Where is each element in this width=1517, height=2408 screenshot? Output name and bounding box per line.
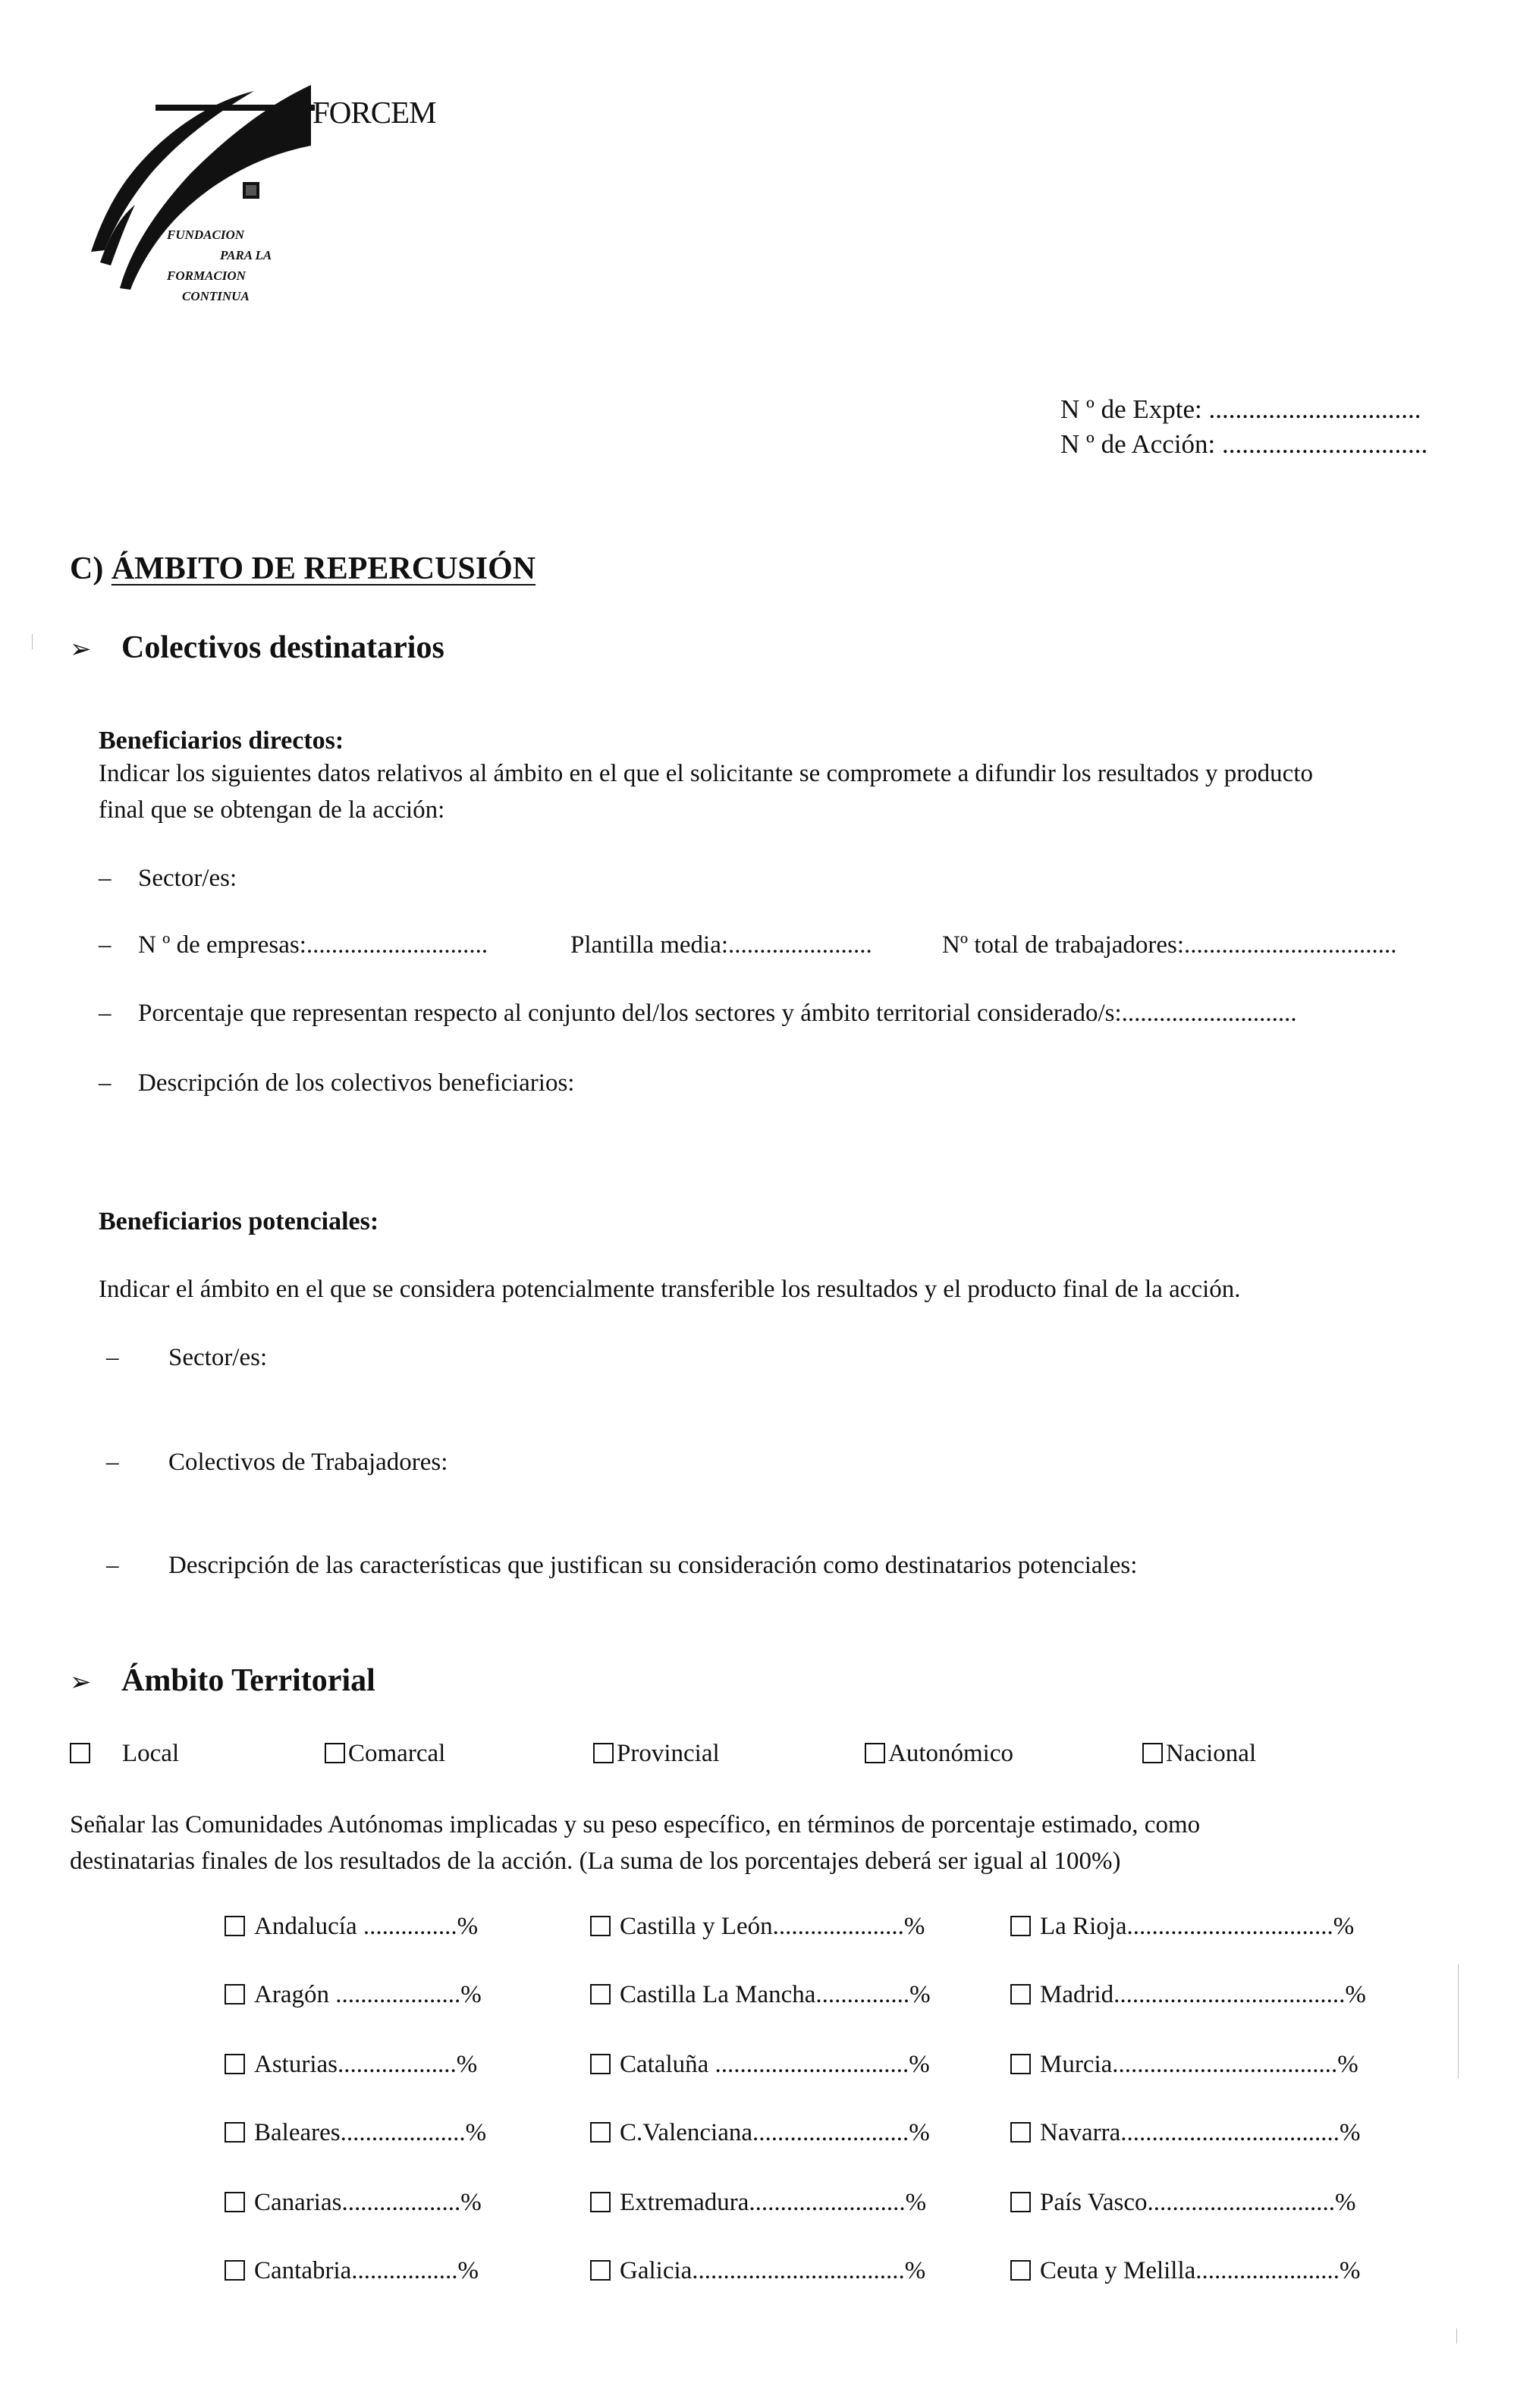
region-label: La Rioja.................................% — [1040, 1913, 1355, 1940]
region-label: Aragón ....................% — [254, 1981, 482, 2008]
region-la-rioja[interactable] — [1010, 1913, 1354, 1941]
option-label: Local — [122, 1740, 180, 1767]
plantilla-field[interactable]: Plantilla media:....................... — [570, 931, 872, 959]
directos-label: Beneficiarios directos: — [99, 727, 344, 755]
scan-mark — [32, 634, 33, 649]
region-label: Canarias...................% — [254, 2189, 482, 2216]
region-castilla-la-mancha[interactable] — [590, 1981, 931, 2009]
territorial-note-line2: destinatarias finales de los resultados de la acción. (La suma de los porcentajes deberá ser igual al 100%) — [70, 1848, 1121, 1875]
checkbox-icon[interactable] — [1142, 1743, 1163, 1763]
accion-field[interactable]: N º de Acción: ............................... — [1060, 429, 1428, 459]
checkbox-icon[interactable] — [225, 2054, 245, 2074]
descripcion-label: Descripción de las características que justifican su consideración como destinatarios potenciales: — [168, 1552, 1138, 1579]
option-local[interactable] — [70, 1740, 179, 1768]
region-canarias[interactable] — [225, 2189, 482, 2217]
brand-subtitle — [167, 224, 272, 306]
region-label: Extremadura.........................% — [620, 2189, 927, 2216]
option-label: Comarcal — [348, 1740, 446, 1767]
checkbox-icon[interactable] — [1010, 1984, 1031, 2005]
region-asturias[interactable] — [225, 2051, 477, 2079]
checkbox-icon[interactable] — [225, 2122, 245, 2143]
region-label: Cantabria.................% — [254, 2257, 479, 2284]
checkbox-icon[interactable] — [225, 2192, 245, 2212]
region-label: Castilla La Mancha...............% — [620, 1981, 931, 2008]
region-ceuta-melilla[interactable] — [1010, 2257, 1361, 2285]
option-label: Nacional — [1166, 1740, 1257, 1767]
potenciales-intro: Indicar el ámbito en el que se considera potencialmente transferible los resultados y el producto final de la acción. — [99, 1276, 1241, 1303]
territorial-heading — [70, 1662, 375, 1699]
directos-sector-field[interactable]: – Sector/es: — [99, 865, 237, 892]
checkbox-icon[interactable] — [590, 2122, 611, 2143]
checkbox-icon[interactable] — [865, 1743, 885, 1763]
region-label: Asturias...................% — [254, 2051, 478, 2078]
region-madrid[interactable] — [1010, 1981, 1366, 2009]
sector-label: Sector/es: — [168, 1344, 268, 1371]
checkbox-icon[interactable] — [590, 1984, 611, 2005]
expte-field[interactable]: N º de Expte: ................................ — [1060, 394, 1421, 424]
scan-mark — [1458, 1964, 1459, 2078]
checkbox-icon[interactable] — [593, 1743, 614, 1763]
region-label: Andalucía ...............% — [254, 1913, 479, 1940]
region-cantabria[interactable] — [225, 2257, 479, 2285]
checkbox-icon[interactable] — [225, 2260, 245, 2281]
region-label: País Vasco..............................% — [1040, 2189, 1356, 2216]
region-label: Galicia..................................% — [620, 2257, 926, 2284]
region-label: C.Valenciana.........................% — [620, 2119, 930, 2146]
checkbox-icon[interactable] — [225, 1916, 245, 1936]
colectivos-heading — [70, 629, 444, 666]
region-baleares[interactable] — [225, 2119, 486, 2147]
option-provincial[interactable] — [593, 1740, 720, 1768]
section-prefix: C) — [70, 551, 104, 586]
region-pais-vasco[interactable] — [1010, 2189, 1355, 2217]
option-comarcal[interactable] — [325, 1740, 445, 1768]
arrow-bullet-icon: ➢ — [70, 1669, 92, 1697]
region-galicia[interactable] — [590, 2257, 925, 2285]
region-castilla-leon[interactable] — [590, 1913, 925, 1941]
option-label: Autonómico — [888, 1740, 1013, 1767]
directos-intro-line2: final que se obtengan de la acción: — [99, 796, 445, 824]
checkbox-icon[interactable] — [1010, 2054, 1031, 2074]
potenciales-sector-field[interactable]: – Sector/es: — [106, 1344, 268, 1371]
brand-name: FORCEM — [313, 95, 436, 130]
region-extremadura[interactable] — [590, 2189, 926, 2217]
directos-empresas-row: – N º de empresas:............................. — [99, 931, 488, 959]
checkbox-icon[interactable] — [225, 1984, 245, 2005]
region-label: Castilla y León.....................% — [620, 1913, 925, 1940]
porcentaje-label: Porcentaje que representan respecto al conjunto del/los sectores y ámbito territorial considerado/s:............................ — [138, 1000, 1297, 1027]
region-navarra[interactable] — [1010, 2119, 1361, 2147]
checkbox-icon[interactable] — [325, 1743, 345, 1763]
territorial-note-line1: Señalar las Comunidades Autónomas implicadas y su peso específico, en términos de porcentaje estimado, como — [70, 1811, 1201, 1838]
checkbox-icon[interactable] — [1010, 2122, 1031, 2143]
region-c-valenciana[interactable] — [590, 2119, 930, 2147]
checkbox-icon[interactable] — [590, 1916, 611, 1936]
region-label: Navarra...................................% — [1040, 2119, 1361, 2146]
checkbox-icon[interactable] — [1010, 1916, 1031, 1936]
brand-sub-line: CONTINUA — [182, 289, 250, 303]
option-autonomico[interactable] — [865, 1740, 1013, 1768]
brand-sub-line: FORMACION — [167, 268, 246, 283]
potenciales-descripcion-field[interactable]: – Descripción de las características que justifican su consideración como destinatarios potenciales: — [106, 1552, 1138, 1579]
region-label: Madrid.....................................% — [1040, 1981, 1366, 2008]
empresas-field[interactable]: N º de empresas:............................. — [138, 931, 488, 959]
territorial-heading-text: Ámbito Territorial — [121, 1663, 375, 1698]
brand-sub-line: FUNDACION — [167, 228, 245, 242]
brand-sub-line: PARA LA — [220, 248, 272, 262]
porcentaje-field[interactable]: – Porcentaje que representan respecto al conjunto del/los sectores y ámbito territorial considerado/s:............................ — [99, 1000, 1297, 1027]
expediente-block — [1060, 392, 1427, 462]
descripcion-directos-field[interactable]: – Descripción de los colectivos beneficiarios: — [99, 1069, 575, 1097]
section-title — [70, 551, 536, 587]
region-aragon[interactable] — [225, 1981, 482, 2009]
trabajadores-field[interactable]: Nº total de trabajadores:.................................. — [942, 931, 1397, 959]
descripcion-label: Descripción de los colectivos beneficiarios: — [138, 1069, 575, 1097]
sector-label: Sector/es: — [138, 865, 237, 892]
option-label: Provincial — [617, 1740, 720, 1767]
arrow-bullet-icon: ➢ — [70, 636, 92, 664]
checkbox-icon[interactable] — [1010, 2192, 1031, 2212]
checkbox-icon[interactable] — [590, 2054, 611, 2074]
region-cataluna[interactable] — [590, 2051, 930, 2079]
checkbox-icon[interactable] — [590, 2260, 611, 2281]
potenciales-label: Beneficiarios potenciales: — [99, 1207, 379, 1235]
scan-mark — [1456, 2328, 1457, 2344]
region-label: Cataluña ...............................% — [620, 2051, 930, 2078]
region-murcia[interactable] — [1010, 2051, 1358, 2079]
directos-intro-line1: Indicar los siguientes datos relativos al ámbito en el que el solicitante se compromete a difundir los resultados y producto — [99, 760, 1313, 787]
region-label: Murcia....................................% — [1040, 2051, 1358, 2078]
checkbox-icon[interactable] — [1010, 2260, 1031, 2281]
region-andalucia[interactable] — [225, 1913, 478, 1941]
section-title-text: ÁMBITO DE REPERCUSIÓN — [111, 551, 536, 586]
checkbox-icon[interactable] — [590, 2192, 611, 2212]
region-label: Ceuta y Melilla.......................% — [1040, 2257, 1361, 2284]
colectivos-label: Colectivos de Trabajadores: — [168, 1449, 448, 1476]
colectivos-heading-text: Colectivos destinatarios — [121, 630, 444, 665]
region-label: Baleares....................% — [254, 2119, 487, 2146]
checkbox-icon[interactable] — [70, 1743, 90, 1763]
option-nacional[interactable] — [1142, 1740, 1256, 1768]
potenciales-colectivos-field[interactable]: – Colectivos de Trabajadores: — [106, 1449, 448, 1476]
